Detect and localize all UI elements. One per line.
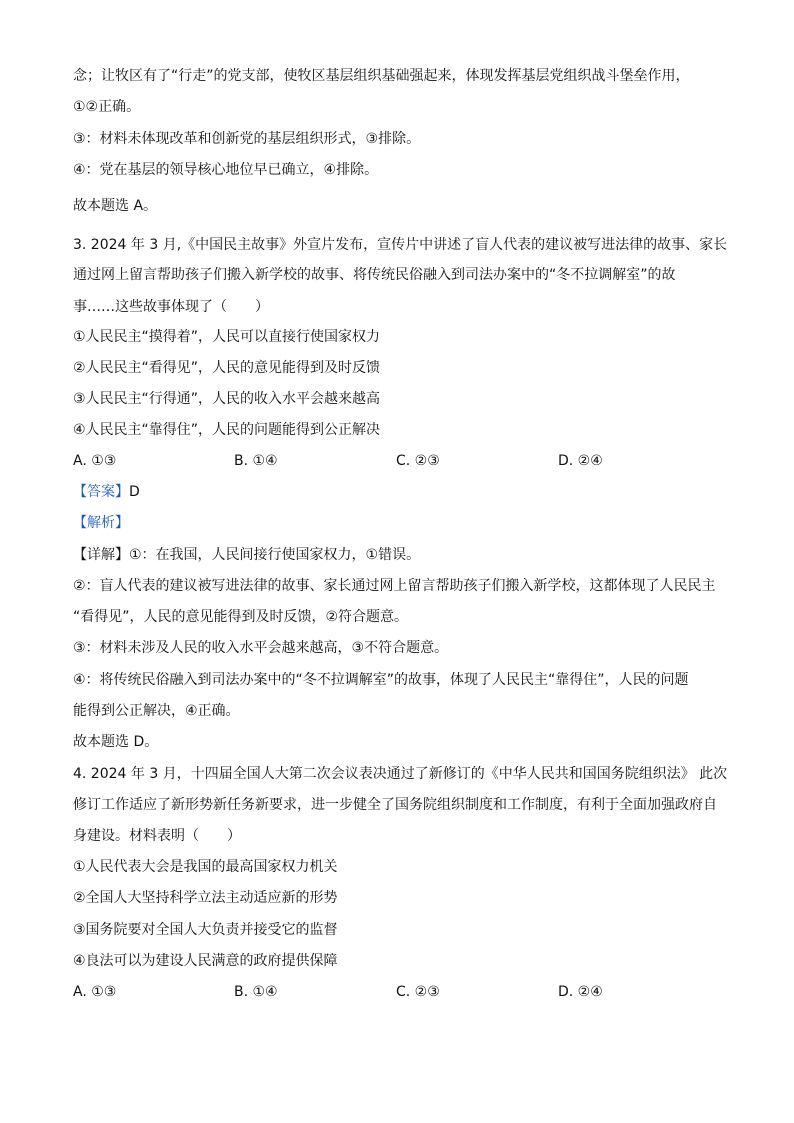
q3-option-b: B. ①④: [234, 453, 278, 469]
q3-conclusion: 故本题选 D。: [73, 734, 159, 750]
answer-value: D: [129, 484, 140, 500]
q4-stem-line-1: 4. 2024 年 3 月，十四届全国人大第二次会议表决通过了新修订的《中华人民共和国国务院组织法》 此次: [73, 766, 728, 782]
q3-stem-line-3: 事……这些故事体现了（ ）: [73, 299, 269, 315]
q3-item-4: ④人民民主“靠得住”，人民的问题能得到公正解决: [73, 422, 381, 438]
q3-item-1: ①人民民主“摸得着”，人民可以直接行使国家权力: [73, 329, 381, 345]
q4-option-c: C. ②③: [396, 984, 440, 1000]
q3-stem-line-2: 通过网上留言帮助孩子们搬入新学校的故事、将传统民俗融入到司法办案中的“冬不拉调解室”的故: [73, 267, 676, 283]
q4-item-2: ②全国人大坚持科学立法主动适应新的形势: [73, 890, 338, 906]
q3-item-2: ②人民民主“看得见”，人民的意见能得到及时反馈: [73, 360, 381, 376]
q3-stem-line-1: 3. 2024 年 3 月,《中国民主故事》外宣片发布，宣传片中讲述了盲人代表的建议被写进法律的故事、家长: [73, 237, 728, 253]
q4-item-1: ①人民代表大会是我国的最高国家权力机关: [73, 859, 338, 875]
detail-tag: 【详解】: [73, 547, 129, 563]
q3-explain-2-line-2: “看得见”，人民的意见能得到及时反馈，②符合题意。: [73, 609, 409, 625]
q2-analysis-line-1: 念；让牧区有了“行走”的党支部，使牧区基层组织基础强起来，体现发挥基层党组织战斗堡垒作用，: [73, 68, 690, 84]
q3-item-3: ③人民民主“行得通”，人民的收入水平会越来越高: [73, 391, 381, 407]
q2-analysis-line-4: ④：党在基层的领导核心地位早已确立，④排除。: [73, 162, 379, 178]
q3-detail-line: [73, 546, 420, 564]
detail-text: ①：在我国，人民间接行使国家权力，①错误。: [129, 547, 421, 563]
q2-analysis-line-2: ①②正确。: [73, 99, 141, 115]
q3-option-a: A. ①③: [73, 453, 117, 469]
q4-option-a: A. ①③: [73, 984, 117, 1000]
q3-answer-line: [73, 483, 140, 501]
q4-item-4: ④良法可以为建设人民满意的政府提供保障: [73, 953, 338, 969]
q4-stem-line-2: 修订工作适应了新形势新任务新要求，进一步健全了国务院组织制度和工作制度，有利于全面加强政府自: [73, 797, 717, 813]
q3-analysis-line: [73, 514, 129, 532]
q3-explain-3: ③：材料未涉及人民的收入水平会越来越高，③不符合题意。: [73, 640, 449, 656]
q2-conclusion: 故本题选 A。: [73, 198, 158, 214]
q3-explain-4-line-2: 能得到公正解决，④正确。: [73, 703, 240, 719]
q3-option-d: D. ②④: [558, 453, 603, 469]
q4-option-b: B. ①④: [234, 984, 278, 1000]
q4-stem-line-3: 身建设。材料表明（ ）: [73, 828, 241, 844]
answer-tag: 【答案】: [73, 484, 129, 500]
q3-explain-2-line-1: ②：盲人代表的建议被写进法律的故事、家长通过网上留言帮助孩子们搬入新学校，这都体现了人民民主: [73, 578, 716, 594]
q4-option-d: D. ②④: [558, 984, 603, 1000]
q3-explain-4-line-1: ④：将传统民俗融入到司法办案中的“冬不拉调解室”的故事，体现了人民民主“靠得住”，人民的问题: [73, 672, 689, 688]
q2-analysis-line-3: ③：材料未体现改革和创新党的基层组织形式，③排除。: [73, 131, 421, 147]
q4-options: [73, 983, 723, 1001]
q3-options: [73, 452, 723, 470]
analysis-tag: 【解析】: [73, 515, 129, 531]
q3-option-c: C. ②③: [396, 453, 440, 469]
q4-item-3: ③国务院要对全国人大负责并接受它的监督: [73, 922, 338, 938]
